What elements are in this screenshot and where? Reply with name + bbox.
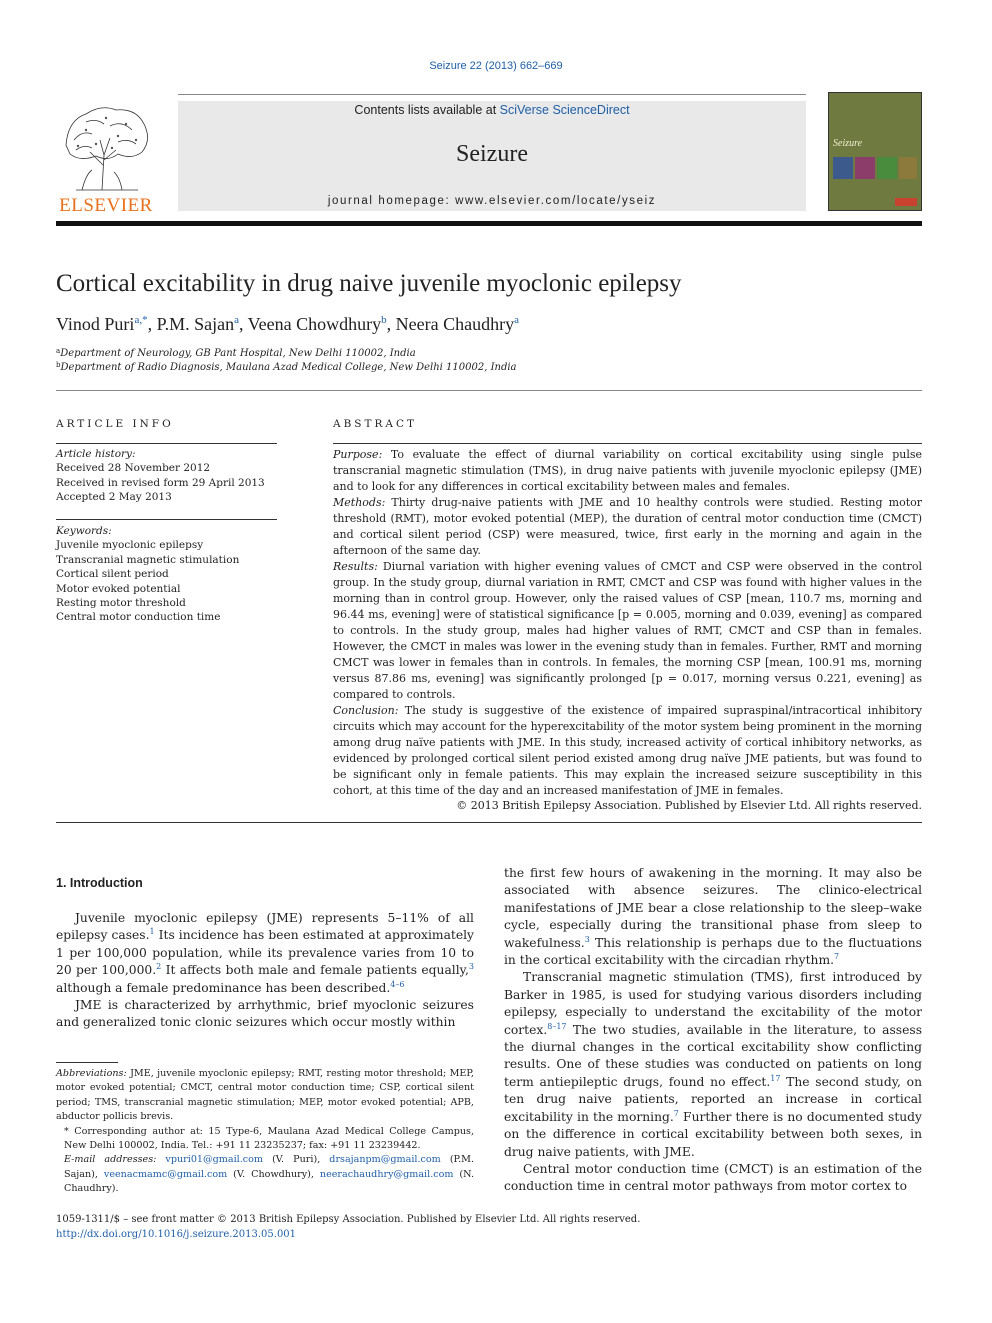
left-column-text xyxy=(56,910,474,1032)
abstract-section-text: The study is suggestive of the existence of impaired supraspinal/intracortical inhibitory circuits which may account for the hyperexcitability of the motor system being prominent in the morning among drug naïve patients with JME. In this study, increased activity of cortical inhibitory networks, as evidenced by prolonged cortical silent period existed among drug naïve JME patients, but was found to be significant only in female patients. This may explain the increased seizure susceptibility in this cohort, at this time of the day and an increased manifestation of JME in females. xyxy=(333,704,922,797)
publisher-wordmark: ELSEVIER xyxy=(59,195,153,216)
abstract-section xyxy=(333,703,922,799)
reference-link[interactable]: 17 xyxy=(770,1073,781,1083)
cover-image-1 xyxy=(833,157,853,179)
abbreviations-label: Abbreviations: xyxy=(56,1068,127,1079)
keyword-list xyxy=(56,538,239,624)
body-paragraph xyxy=(56,910,474,997)
cover-image-4 xyxy=(899,157,917,179)
history-received: Received 28 November 2012 xyxy=(56,462,211,475)
body-text: Central motor conduction time (CMCT) is an estimation of the conduction time in central motor pathways from motor cortex to xyxy=(504,1161,922,1194)
abstract-section xyxy=(333,559,922,703)
author-name[interactable]: P.M. Sajan xyxy=(156,314,235,334)
journal-title: Seizure xyxy=(456,141,528,167)
issn-line: 1059-1311/$ – see front matter © 2013 British Epilepsy Association. Published by Elsevier Ltd. All rights reserved. xyxy=(56,1214,641,1225)
reference-link[interactable]: 4–6 xyxy=(390,979,405,989)
abstract-heading: ABSTRACT xyxy=(333,418,418,430)
abstract-section-label: Results: xyxy=(333,560,378,573)
header-rule xyxy=(56,221,922,226)
body-text: Further there is no documented study on the difference in cortical excitability between both sexes, in drug naive patients, with JME. xyxy=(504,1109,922,1159)
abstract-section-label: Methods: xyxy=(333,496,386,509)
abstract-section xyxy=(333,495,922,559)
author-affiliation-marker[interactable]: a,* xyxy=(134,314,148,326)
reference-link[interactable]: 8–17 xyxy=(547,1021,567,1031)
front-matter xyxy=(56,1212,640,1242)
body-text: although a female predominance has been described. xyxy=(56,980,391,995)
abstract-rule xyxy=(333,443,922,444)
footnote-rule xyxy=(56,1062,118,1063)
history-revised: Received in revised form 29 April 2013 xyxy=(56,476,265,489)
body-text: Transcranial magnetic stimulation (TMS), first introduced by Barker in 1985, is used for studying various disorders including epilepsy, especially to understand the excitability of the motor cortex. xyxy=(504,970,922,1037)
body-rule xyxy=(56,822,922,823)
sciencedirect-link[interactable]: SciVerse ScienceDirect xyxy=(499,103,630,117)
journal-cover-thumbnail[interactable] xyxy=(828,92,922,211)
email-owner: (P.M. Sajan), xyxy=(64,1154,474,1180)
journal-citation[interactable]: Seizure 22 (2013) 662–669 xyxy=(429,60,563,72)
affiliation-marker: a xyxy=(56,347,61,355)
affiliation-b xyxy=(56,361,517,373)
article-title: Cortical excitability in drug naive juvenile myoclonic epilepsy xyxy=(56,270,682,297)
keyword-item: Juvenile myoclonic epilepsy xyxy=(56,539,204,552)
body-paragraph xyxy=(56,997,474,1032)
abstract-section-label: Purpose: xyxy=(333,448,383,461)
author-separator: , xyxy=(238,314,248,334)
cover-image-3 xyxy=(877,157,897,179)
abbreviations-text: JME, juvenile myoclonic epilepsy; RMT, resting motor threshold; MEP, motor evoked potential; CMCT, central motor conduction time; CSP, cortical silent period; TMS, transcranial magnetic stimulation; MEP, motor evoked potential; APB, abductor pollicis brevis. xyxy=(56,1068,474,1123)
elsevier-logo xyxy=(56,100,156,215)
abstract-section-text: Thirty drug-naive patients with JME and 10 healthy controls were studied. Resting motor threshold (RMT), motor evoked potential (MEP), the duration of central motor conduction time (CMCT) and cortical silent period (CSP) were measured, twice, first early in the morning and again in the afternoon of the same day. xyxy=(333,496,922,557)
abstract-copyright: © 2013 British Epilepsy Association. Published by Elsevier Ltd. All rights reserved. xyxy=(456,799,922,812)
author-separator: , xyxy=(147,314,157,334)
author-affiliation-marker[interactable]: a xyxy=(514,314,519,326)
keyword-item: Motor evoked potential xyxy=(56,582,181,595)
reference-link[interactable]: 2 xyxy=(156,962,162,972)
history-label: Article history: xyxy=(56,448,136,460)
email-label: E-mail addresses: xyxy=(64,1154,166,1166)
body-text: the first few hours of awakening in the morning. It may also be associated with absence seizures. The clinico-electrical manifestations of JME bear a close relationship to the sleep–wake cycle, especially during the transitional phase from sleep to wakefulness. xyxy=(504,866,922,950)
article-history xyxy=(56,447,265,505)
body-text: JME is characterized by arrhythmic, brief myoclonic seizures and generalized tonic clonic seizures which occur mostly within xyxy=(56,998,474,1030)
history-accepted: Accepted 2 May 2013 xyxy=(56,491,172,504)
corresponding-author: * Corresponding author at: 15 Type-6, Maulana Azad Medical College Campus, New Delhi 100002, India. Tel.: +91 11 23235237; fax: +91 11 23239442. xyxy=(64,1125,474,1152)
body-paragraph xyxy=(504,1161,922,1196)
affiliation-a xyxy=(56,347,416,359)
email-link[interactable]: veenacmamc@gmail.com xyxy=(103,1168,228,1180)
author-name[interactable]: Vinod Puri xyxy=(56,314,135,334)
body-text: This relationship is perhaps due to the fluctuations in the cortical excitability with the circadian rhythm. xyxy=(504,935,922,968)
elsevier-tree-icon xyxy=(56,100,156,194)
abstract-section-text: Diurnal variation with higher evening values of CMCT and CSP were observed in the control group. In the study group, diurnal variation in RMT, CMCT and CSP was found with higher values in the morning than in control group. However, only the raised values of CSP [mean, 110.7 ms, morning and 96.44 ms, evening] were of statistical significance [p = 0.005, morning and 0.039, evening] as compared to controls. In the study group, males had higher values of RMT, CMCT and CSP than in females. However, the CMCT in males was lower in the evening study than in females. Further, RMT and morning CMCT was lower in females than in controls. In females, the morning CSP [mean, 100.91 ms, morning versus 87.86 ms, evening] was significantly prolonged [p = 0.017, morning versus 0.221, evening] as compared to controls. xyxy=(333,560,922,701)
body-text: The second study, on ten drug naive patients, reported an increase in cortical excitability in the morning. xyxy=(504,1074,922,1124)
body-text: Its incidence has been estimated at approximately 1 per 100,000 population, while its prevalence varies from 10 to 20 per 100,000. xyxy=(56,928,474,978)
reference-link[interactable]: 7 xyxy=(834,952,840,962)
article-info-heading: ARTICLE INFO xyxy=(56,418,174,430)
keyword-item: Cortical silent period xyxy=(56,568,169,581)
keywords xyxy=(56,524,239,625)
keywords-label: Keywords: xyxy=(56,525,112,537)
body-text: Juvenile myoclonic epilepsy (JME) represents 5–11% of all epilepsy cases. xyxy=(56,911,474,943)
contents-line xyxy=(178,103,806,117)
cover-title: Seizure xyxy=(833,138,863,149)
email-addresses xyxy=(56,1153,474,1196)
introduction-heading: 1. Introduction xyxy=(56,876,143,890)
abstract-section-label: Conclusion: xyxy=(333,704,399,717)
affiliation-text: Department of Neurology, GB Pant Hospital, New Delhi 110002, India xyxy=(60,348,416,359)
author-affiliation-marker[interactable]: a xyxy=(234,314,239,326)
footnotes xyxy=(56,1067,474,1197)
keyword-item: Central motor conduction time xyxy=(56,611,221,624)
cover-image-2 xyxy=(855,157,875,179)
abstract-section-text: To evaluate the effect of diurnal variability on cortical excitability using single pulse transcranial magnetic stimulation (TMS), in drug naive patients with juvenile myoclonic epilepsy (JME) and to look for any differences in cortical excitability between males and females. xyxy=(333,448,922,493)
email-link[interactable]: vpuri01@gmail.com xyxy=(165,1154,264,1166)
keyword-item: Transcranial magnetic stimulation xyxy=(56,553,240,566)
author-separator: , xyxy=(386,314,396,334)
cover-badge xyxy=(895,198,917,206)
author-affiliation-marker[interactable]: b xyxy=(381,314,387,326)
email-link[interactable]: drsajanpm@gmail.com xyxy=(329,1154,441,1166)
doi-link[interactable]: http://dx.doi.org/10.1016/j.seizure.2013.05.001 xyxy=(56,1229,297,1240)
author-name[interactable]: Neera Chaudhry xyxy=(395,314,515,334)
author-list xyxy=(56,314,519,335)
email-owner: (V. Puri), xyxy=(263,1154,330,1166)
body-paragraph xyxy=(504,969,922,1160)
body-text: It affects both male and female patients equally, xyxy=(161,963,469,978)
affiliation-rule xyxy=(56,390,922,391)
affiliation-marker: b xyxy=(56,361,61,369)
reference-link[interactable]: 3 xyxy=(584,934,590,944)
header-top-rule xyxy=(178,94,806,95)
reference-link[interactable]: 7 xyxy=(673,1108,679,1118)
reference-link[interactable]: 3 xyxy=(468,962,474,972)
email-owner: (N. Chaudhry). xyxy=(64,1168,475,1195)
email-owner: (V. Chowdhury), xyxy=(227,1168,320,1180)
abstract-section xyxy=(333,447,922,495)
keywords-rule xyxy=(56,519,277,520)
article-info-rule xyxy=(56,443,277,444)
author-name[interactable]: Veena Chowdhury xyxy=(247,314,382,334)
keyword-item: Resting motor threshold xyxy=(56,597,186,610)
contents-prefix: Contents lists available at xyxy=(354,103,500,117)
email-link[interactable]: neerachaudhry@gmail.com xyxy=(319,1168,454,1180)
reference-link[interactable]: 1 xyxy=(149,927,155,937)
right-column-text xyxy=(504,865,922,1196)
abstract-body xyxy=(333,447,922,799)
body-paragraph xyxy=(504,865,922,969)
abbreviations-footnote xyxy=(56,1067,474,1125)
affiliation-text: Department of Radio Diagnosis, Maulana Azad Medical College, New Delhi 110002, India xyxy=(60,362,517,373)
journal-homepage[interactable]: journal homepage: www.elsevier.com/locate/yseiz xyxy=(327,195,657,207)
body-text: The two studies, available in the literature, to assess the diurnal changes in the cortical excitability show conflicting results. One of these studies was conducted on patients on long term antiepileptic drugs, found no effect. xyxy=(504,1022,922,1089)
